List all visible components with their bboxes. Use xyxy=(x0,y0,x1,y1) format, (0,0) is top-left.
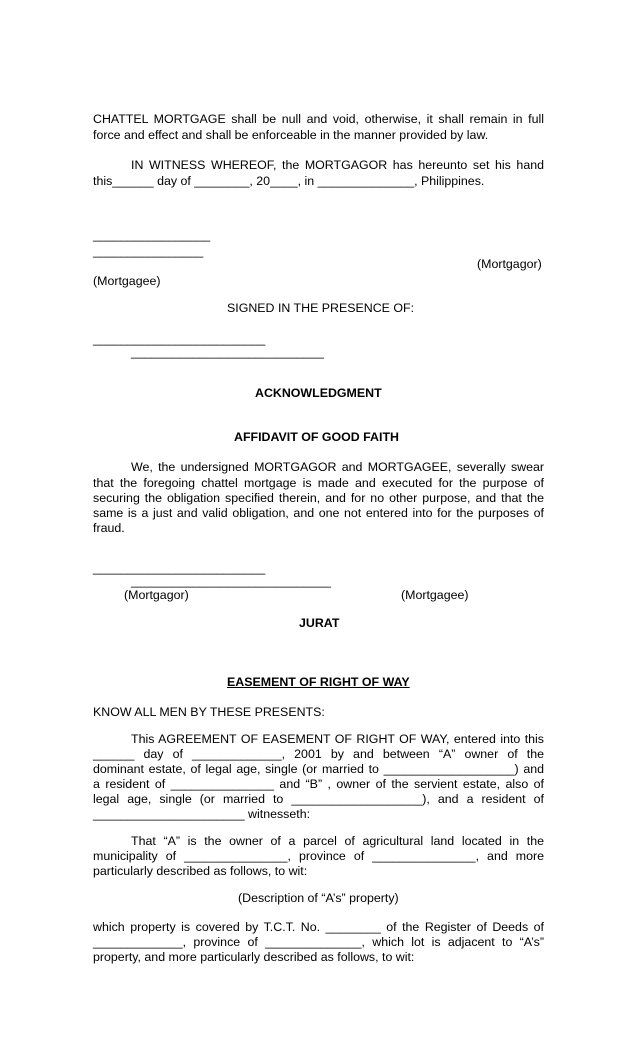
affidavit-line4: same is a just and valid obligation, and one not entered into for the purposes of xyxy=(93,506,544,520)
acknowledgment-heading: ACKNOWLEDGMENT xyxy=(255,386,382,400)
affidavit-line5: fraud. xyxy=(93,521,125,535)
description-a-property: (Description of “A’s” property) xyxy=(238,891,399,905)
easement-heading: EASEMENT OF RIGHT OF WAY xyxy=(227,675,410,689)
signed-in-presence: SIGNED IN THE PRESENCE OF: xyxy=(227,301,415,315)
affidavit-signature-2: _____________________________ xyxy=(131,574,331,588)
easement-p2-line3: particularly described as follows, to wit: xyxy=(93,864,308,878)
easement-p3-line2: _____________, province of ______________, which lot is adjacent to “A’s” xyxy=(93,935,544,949)
easement-p1-line1: This AGREEMENT OF EASEMENT OF RIGHT OF WAY, entered into this xyxy=(131,732,544,746)
mortgagor-label: (Mortgagor) xyxy=(477,257,542,271)
affidavit-line2: that the foregoing chattel mortgage is made and executed for the purpose of xyxy=(93,476,544,490)
easement-p2-line2: municipality of _______________, province of _______________, and more xyxy=(93,849,544,863)
witness-signature-1: _________________________ xyxy=(93,332,266,346)
affidavit-mortgagor-label: (Mortgagor) xyxy=(124,588,189,602)
mortgagee-label: (Mortgagee) xyxy=(93,274,161,288)
witness-line2: this______ day of ________, 20____, in ______________, Philippines. xyxy=(93,174,485,188)
affidavit-signature-1: _________________________ xyxy=(93,561,266,575)
easement-p1-line3: dominant estate, of legal age, single (or married to ___________________) and xyxy=(93,762,544,776)
affidavit-mortgagee-label: (Mortgagee) xyxy=(401,588,469,602)
easement-p1-line5: legal age, single (or married to ___________________), and a resident of xyxy=(93,792,544,806)
affidavit-line1: We, the undersigned MORTGAGOR and MORTGAGEE, severally swear xyxy=(131,460,544,474)
easement-p1-line2: ______ day of _____________, 2001 by and between “A” owner of the xyxy=(93,747,544,761)
easement-p1-line4: a resident of _______________ and “B” , owner of the servient estate, also of xyxy=(93,777,544,791)
easement-p3-line3: property, and more particularly described as follows, to wit: xyxy=(93,950,415,964)
affidavit-heading: AFFIDAVIT OF GOOD FAITH xyxy=(234,430,399,444)
easement-p3-line1: which property is covered by T.C.T. No. ________ of the Register of Deeds of xyxy=(93,920,544,934)
affidavit-line3: securing the obligation specified therein, and for no other purpose, and that the xyxy=(93,491,544,505)
witness-line1: IN WITNESS WHEREOF, the MORTGAGOR has hereunto set his hand xyxy=(131,158,544,172)
chattel-para-line1: CHATTEL MORTGAGE shall be null and void, otherwise, it shall remain in full xyxy=(93,112,544,126)
easement-p2-line1: That “A” is the owner of a parcel of agricultural land located in the xyxy=(131,834,544,848)
witness-signature-2: ____________________________ xyxy=(131,345,324,359)
signature-line-b: ________________ xyxy=(93,244,204,258)
know-all-men: KNOW ALL MEN BY THESE PRESENTS: xyxy=(93,705,325,719)
easement-p1-line6: ______________________ witnesseth: xyxy=(93,807,311,821)
signature-line-a: _________________ xyxy=(93,228,211,242)
chattel-para-line2: force and effect and shall be enforceable in the manner provided by law. xyxy=(93,128,489,142)
jurat-heading: JURAT xyxy=(299,616,340,630)
